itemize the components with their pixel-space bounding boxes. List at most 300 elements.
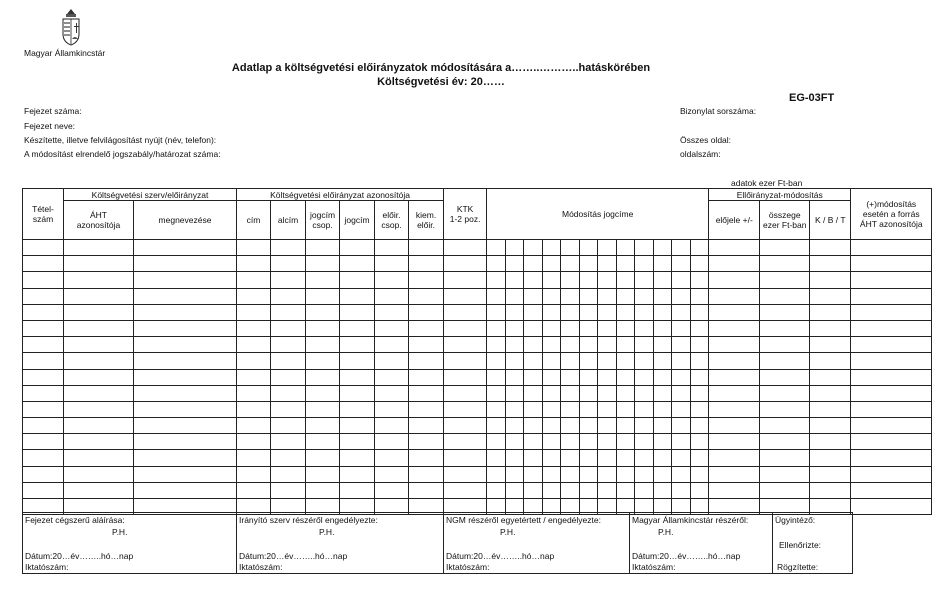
table-cell	[306, 272, 340, 288]
table-cell	[487, 353, 506, 369]
table-cell	[444, 369, 487, 385]
table-cell	[617, 466, 635, 482]
col-ktk: KTK 1-2 poz.	[444, 189, 487, 240]
iktatoszam-field: Iktatószám:	[446, 562, 490, 572]
table-cell	[409, 434, 444, 450]
col-modositas-jogcime: Módosítás jogcíme	[487, 189, 709, 240]
group-koltsegvetesi-szerv: Költségvetési szerv/előirányzat	[64, 189, 237, 201]
table-cell	[810, 385, 851, 401]
table-cell	[654, 240, 672, 256]
table-cell	[23, 418, 64, 434]
table-cell	[306, 418, 340, 434]
table-cell	[617, 320, 635, 336]
table-cell	[760, 434, 810, 450]
table-cell	[654, 272, 672, 288]
table-cell	[810, 418, 851, 434]
table-cell	[375, 256, 409, 272]
table-cell	[580, 337, 598, 353]
table-cell	[134, 418, 237, 434]
table-cell	[580, 353, 598, 369]
table-row	[23, 466, 932, 482]
table-cell	[306, 369, 340, 385]
table-cell	[760, 288, 810, 304]
table-cell	[237, 482, 271, 498]
table-cell	[237, 434, 271, 450]
table-cell	[635, 385, 654, 401]
group-eloiranyzat-modositas: Ellőirányzat-módosítás	[709, 189, 851, 201]
field-fejezet-szama: Fejezet száma:	[24, 106, 82, 116]
table-cell	[375, 434, 409, 450]
table-cell	[409, 385, 444, 401]
signature-title: Fejezet cégszerű aláírása:	[25, 515, 125, 525]
table-cell	[375, 353, 409, 369]
table-cell	[64, 304, 134, 320]
table-cell	[580, 304, 598, 320]
table-cell	[580, 240, 598, 256]
table-cell	[409, 272, 444, 288]
table-cell	[691, 272, 709, 288]
table-cell	[760, 304, 810, 320]
table-cell	[487, 401, 506, 417]
table-row	[23, 304, 932, 320]
table-cell	[598, 304, 617, 320]
table-cell	[709, 466, 760, 482]
date-field: Dátum:20…év……..hó…nap	[446, 551, 555, 561]
table-cell	[524, 434, 543, 450]
table-cell	[709, 353, 760, 369]
table-cell	[134, 337, 237, 353]
table-cell	[672, 482, 691, 498]
table-cell	[617, 450, 635, 466]
table-cell	[306, 288, 340, 304]
table-cell	[580, 272, 598, 288]
table-cell	[506, 288, 524, 304]
table-cell	[635, 353, 654, 369]
table-cell	[524, 288, 543, 304]
table-cell	[23, 288, 64, 304]
table-cell	[444, 401, 487, 417]
table-cell	[375, 320, 409, 336]
form-code: EG-03FT	[789, 92, 835, 104]
table-cell	[543, 272, 561, 288]
table-cell	[543, 288, 561, 304]
table-cell	[810, 434, 851, 450]
table-cell	[654, 482, 672, 498]
table-cell	[851, 353, 932, 369]
table-cell	[672, 401, 691, 417]
hungarian-coat-of-arms-icon	[58, 6, 84, 48]
table-cell	[543, 450, 561, 466]
table-cell	[64, 466, 134, 482]
table-row	[23, 434, 932, 450]
table-cell	[672, 450, 691, 466]
table-cell	[375, 401, 409, 417]
table-cell	[691, 466, 709, 482]
table-cell	[635, 418, 654, 434]
table-cell	[134, 482, 237, 498]
table-cell	[654, 434, 672, 450]
table-cell	[23, 353, 64, 369]
table-cell	[760, 418, 810, 434]
table-cell	[810, 466, 851, 482]
table-cell	[375, 337, 409, 353]
table-cell	[134, 272, 237, 288]
table-cell	[64, 240, 134, 256]
col-kiem-eloir: kiem. előir.	[409, 201, 444, 240]
table-cell	[271, 369, 306, 385]
table-cell	[654, 369, 672, 385]
table-cell	[851, 401, 932, 417]
table-cell	[691, 401, 709, 417]
table-cell	[306, 385, 340, 401]
table-cell	[524, 385, 543, 401]
table-cell	[810, 353, 851, 369]
table-cell	[340, 434, 375, 450]
table-cell	[617, 434, 635, 450]
table-cell	[654, 320, 672, 336]
table-cell	[444, 418, 487, 434]
table-cell	[444, 256, 487, 272]
table-cell	[340, 466, 375, 482]
table-cell	[64, 256, 134, 272]
table-cell	[506, 466, 524, 482]
table-cell	[810, 240, 851, 256]
table-cell	[561, 434, 580, 450]
table-row	[23, 353, 932, 369]
table-cell	[851, 434, 932, 450]
table-cell	[271, 353, 306, 369]
table-cell	[617, 369, 635, 385]
table-cell	[134, 240, 237, 256]
table-cell	[487, 272, 506, 288]
table-cell	[409, 450, 444, 466]
table-cell	[672, 337, 691, 353]
table-cell	[561, 482, 580, 498]
table-cell	[340, 337, 375, 353]
table-cell	[64, 401, 134, 417]
table-cell	[375, 450, 409, 466]
table-cell	[851, 466, 932, 482]
table-cell	[487, 369, 506, 385]
table-cell	[580, 256, 598, 272]
table-cell	[654, 450, 672, 466]
table-cell	[306, 320, 340, 336]
table-cell	[64, 320, 134, 336]
table-cell	[580, 466, 598, 482]
table-cell	[672, 272, 691, 288]
table-cell	[340, 240, 375, 256]
signature-title: NGM részéről egyetértett / engedélyezte:	[446, 515, 601, 525]
table-cell	[543, 304, 561, 320]
table-cell	[506, 418, 524, 434]
table-cell	[23, 337, 64, 353]
rogzitette-label: Rögzítette:	[777, 562, 819, 572]
ugyintezo-label: Ügyintéző:	[775, 515, 816, 525]
table-cell	[851, 385, 932, 401]
date-field: Dátum:20…év……..hó…nap	[25, 551, 134, 561]
table-cell	[487, 418, 506, 434]
table-cell	[487, 256, 506, 272]
table-cell	[561, 450, 580, 466]
table-cell	[271, 337, 306, 353]
table-row	[23, 450, 932, 466]
table-cell	[375, 369, 409, 385]
table-cell	[810, 369, 851, 385]
table-cell	[23, 320, 64, 336]
table-cell	[672, 369, 691, 385]
table-cell	[306, 353, 340, 369]
table-row	[23, 272, 932, 288]
table-cell	[635, 401, 654, 417]
table-cell	[760, 369, 810, 385]
table-row	[23, 369, 932, 385]
col-tetelszam: Tétel- szám	[23, 189, 64, 240]
table-cell	[237, 272, 271, 288]
field-bizonylat-sorszama: Bizonylat sorszáma:	[680, 106, 757, 116]
table-cell	[271, 450, 306, 466]
table-cell	[271, 320, 306, 336]
table-cell	[561, 272, 580, 288]
table-cell	[598, 385, 617, 401]
table-cell	[64, 337, 134, 353]
table-cell	[409, 353, 444, 369]
table-cell	[237, 256, 271, 272]
table-cell	[617, 385, 635, 401]
table-cell	[487, 337, 506, 353]
table-cell	[487, 482, 506, 498]
table-cell	[580, 369, 598, 385]
table-cell	[709, 434, 760, 450]
table-cell	[524, 401, 543, 417]
table-row	[23, 482, 932, 498]
table-cell	[487, 385, 506, 401]
table-cell	[617, 482, 635, 498]
table-cell	[543, 482, 561, 498]
table-cell	[340, 450, 375, 466]
table-cell	[851, 288, 932, 304]
table-cell	[760, 385, 810, 401]
table-cell	[64, 272, 134, 288]
table-cell	[23, 434, 64, 450]
table-cell	[851, 240, 932, 256]
ph-label: P.H.	[112, 527, 128, 537]
table-cell	[524, 256, 543, 272]
table-cell	[444, 450, 487, 466]
signature-cell-fejezet	[23, 513, 237, 574]
table-cell	[654, 401, 672, 417]
field-keszitette: Készítette, illetve felvilágosítást nyújt (név, telefon):	[24, 135, 217, 145]
table-cell	[64, 385, 134, 401]
signature-title: Irányító szerv részéről engedélyezte:	[239, 515, 378, 525]
ellenorizte-label: Ellenőrizte:	[779, 540, 822, 550]
table-cell	[444, 320, 487, 336]
table-cell	[760, 466, 810, 482]
table-cell	[543, 353, 561, 369]
table-cell	[524, 304, 543, 320]
table-cell	[851, 499, 932, 515]
table-cell	[306, 434, 340, 450]
table-cell	[672, 304, 691, 320]
table-cell	[271, 434, 306, 450]
date-field: Dátum:20…év……..hó…nap	[632, 551, 741, 561]
table-cell	[810, 401, 851, 417]
table-cell	[810, 320, 851, 336]
table-row	[23, 320, 932, 336]
table-cell	[271, 401, 306, 417]
table-cell	[23, 256, 64, 272]
table-cell	[691, 353, 709, 369]
col-eloir-csop: előir. csop.	[375, 201, 409, 240]
table-cell	[691, 256, 709, 272]
table-cell	[561, 401, 580, 417]
table-cell	[409, 304, 444, 320]
table-row	[23, 401, 932, 417]
signature-cell-allamkincstar	[630, 513, 773, 574]
table-cell	[409, 288, 444, 304]
table-cell	[691, 369, 709, 385]
table-cell	[506, 240, 524, 256]
table-cell	[23, 240, 64, 256]
table-cell	[598, 272, 617, 288]
table-cell	[543, 434, 561, 450]
table-cell	[444, 385, 487, 401]
table-cell	[375, 466, 409, 482]
iktatoszam-field: Iktatószám:	[25, 562, 69, 572]
table-cell	[617, 256, 635, 272]
table-cell	[598, 401, 617, 417]
table-cell	[237, 353, 271, 369]
col-osszege: összege ezer Ft-ban	[760, 201, 810, 240]
table-cell	[851, 320, 932, 336]
table-cell	[64, 482, 134, 498]
table-cell	[561, 304, 580, 320]
table-cell	[524, 369, 543, 385]
signature-block	[22, 512, 853, 574]
signature-cell-ngm	[444, 513, 630, 574]
table-cell	[524, 320, 543, 336]
table-cell	[271, 418, 306, 434]
table-cell	[409, 337, 444, 353]
table-cell	[237, 240, 271, 256]
table-cell	[672, 418, 691, 434]
table-cell	[709, 272, 760, 288]
table-cell	[580, 482, 598, 498]
table-cell	[375, 418, 409, 434]
table-cell	[561, 369, 580, 385]
table-cell	[580, 450, 598, 466]
table-cell	[635, 320, 654, 336]
table-cell	[444, 434, 487, 450]
table-cell	[340, 369, 375, 385]
table-cell	[617, 401, 635, 417]
table-cell	[760, 450, 810, 466]
signature-cell-ugyintezo	[773, 513, 853, 574]
table-cell	[654, 256, 672, 272]
table-cell	[506, 337, 524, 353]
table-cell	[306, 466, 340, 482]
table-cell	[487, 450, 506, 466]
table-cell	[810, 272, 851, 288]
col-jogcim-csop: jogcím csop.	[306, 201, 340, 240]
table-cell	[580, 288, 598, 304]
table-cell	[506, 434, 524, 450]
table-cell	[506, 320, 524, 336]
table-cell	[340, 304, 375, 320]
table-cell	[691, 337, 709, 353]
table-cell	[340, 256, 375, 272]
table-row	[23, 337, 932, 353]
field-oldalszam: oldalszám:	[680, 149, 721, 159]
table-cell	[524, 353, 543, 369]
col-megnevezese: megnevezése	[134, 201, 237, 240]
table-cell	[524, 337, 543, 353]
table-cell	[375, 385, 409, 401]
col-kbt: K / B / T	[810, 201, 851, 240]
table-cell	[487, 288, 506, 304]
ph-label: P.H.	[319, 527, 335, 537]
table-cell	[237, 466, 271, 482]
table-cell	[598, 450, 617, 466]
table-cell	[340, 353, 375, 369]
table-cell	[23, 450, 64, 466]
table-cell	[672, 353, 691, 369]
table-cell	[506, 401, 524, 417]
table-row	[23, 256, 932, 272]
table-cell	[598, 369, 617, 385]
table-cell	[672, 256, 691, 272]
table-cell	[617, 304, 635, 320]
table-cell	[851, 337, 932, 353]
table-cell	[561, 320, 580, 336]
org-name: Magyar Államkincstár	[24, 48, 106, 58]
table-cell	[760, 272, 810, 288]
table-cell	[64, 353, 134, 369]
table-cell	[64, 288, 134, 304]
table-cell	[672, 466, 691, 482]
table-cell	[543, 337, 561, 353]
table-cell	[543, 256, 561, 272]
table-cell	[306, 256, 340, 272]
table-cell	[543, 418, 561, 434]
signature-cell-iranyito	[237, 513, 444, 574]
table-cell	[598, 256, 617, 272]
table-cell	[23, 369, 64, 385]
table-cell	[580, 385, 598, 401]
table-cell	[134, 320, 237, 336]
table-cell	[524, 418, 543, 434]
table-cell	[134, 385, 237, 401]
table-cell	[543, 320, 561, 336]
page-title: Adatlap a költségvetési előirányzatok módosítására a……..………..hatáskörében	[231, 62, 651, 74]
table-cell	[810, 304, 851, 320]
table-cell	[306, 304, 340, 320]
table-cell	[409, 320, 444, 336]
table-cell	[561, 385, 580, 401]
iktatoszam-field: Iktatószám:	[239, 562, 283, 572]
table-cell	[691, 450, 709, 466]
table-cell	[580, 401, 598, 417]
table-cell	[340, 288, 375, 304]
table-cell	[444, 482, 487, 498]
units-note: adatok ezer Ft-ban	[731, 178, 803, 188]
table-cell	[561, 466, 580, 482]
table-cell	[271, 482, 306, 498]
table-cell	[580, 418, 598, 434]
table-cell	[271, 466, 306, 482]
table-cell	[271, 288, 306, 304]
table-cell	[23, 401, 64, 417]
table-cell	[760, 401, 810, 417]
